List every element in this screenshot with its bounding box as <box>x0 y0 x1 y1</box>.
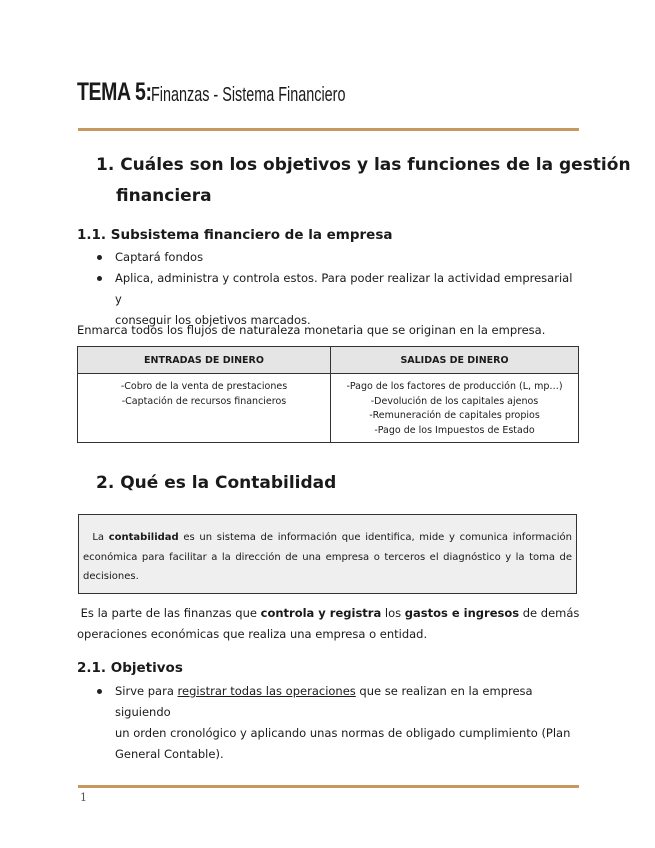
paragraph-bold: controla y registra <box>260 606 382 620</box>
section-1-heading-line2: financiera <box>116 186 212 206</box>
table-cell-line: -Captación de recursos financieros <box>121 395 287 407</box>
table-cell-line: -Pago de los factores de producción (L, mp…) <box>346 381 563 392</box>
money-flows-table <box>77 346 579 443</box>
list-item: Captará fondos <box>77 247 577 268</box>
section-1-heading-line1: 1. Cuáles son los objetivos y las funciones de la gestión <box>96 155 631 175</box>
list-item-line: conseguir los objetivos marcados. <box>115 313 311 327</box>
table-cell-salidas <box>331 374 579 443</box>
table-cell-line: -Devolución de los capitales ajenos <box>370 395 539 407</box>
paragraph-text: los <box>381 606 405 620</box>
table-cell-entradas <box>78 374 331 443</box>
flows-paragraph: Enmarca todos los flujos de naturaleza monetaria que se originan en la empresa. <box>77 323 546 337</box>
section-2-heading: 2. Qué es la Contabilidad <box>96 473 337 493</box>
title-subtitle: Finanzas - Sistema Financiero <box>151 84 346 106</box>
title-rule <box>78 128 579 131</box>
list-item-line: General Contable). <box>115 747 224 761</box>
definition-box <box>78 514 577 594</box>
table-row <box>78 374 579 443</box>
table-cell-line: -Pago de los Impuestos de Estado <box>374 424 535 436</box>
list-item <box>77 681 582 765</box>
table-header: ENTRADAS DE DINERO <box>78 347 331 374</box>
page-number: 1 <box>80 791 87 804</box>
list-item-text: que se realizan en la empresa siguiendo <box>115 684 533 719</box>
section-1-heading <box>96 150 631 212</box>
subsection-1-1-heading: 1.1. Subsistema financiero de la empresa <box>77 227 393 243</box>
list-item-text: Sirve para <box>115 684 178 698</box>
footer-rule <box>78 785 579 788</box>
paragraph-text: Es la parte de las finanzas que <box>80 606 261 620</box>
paragraph-text: de demás <box>519 606 580 620</box>
definition-pre: La <box>92 532 109 543</box>
table-header: SALIDAS DE DINERO <box>331 347 579 374</box>
paragraph-bold: gastos e ingresos <box>404 606 520 620</box>
definition-term: contabilidad <box>108 532 179 543</box>
table-cell-line: -Cobro de la venta de prestaciones <box>120 381 288 392</box>
paragraph-line: operaciones económicas que realiza una empresa o entidad. <box>77 627 428 641</box>
subsection-2-1-bullets <box>77 681 582 765</box>
subsection-2-1-heading: 2.1. Objetivos <box>77 660 183 676</box>
definition-text: es un sistema de información que identifica, mide y comunica información económica para facilitar a la dirección de una empresa o terceros el diagnóstico y la toma de decisiones. <box>83 532 572 582</box>
list-item-line: un orden cronológico y aplicando unas normas de obligado cumplimiento (Plan <box>115 726 571 740</box>
list-item-line: Aplica, administra y controla estos. Para poder realizar la actividad empresarial y <box>115 271 573 306</box>
document-title <box>77 78 346 107</box>
table-header-row <box>78 347 579 374</box>
subsection-1-1-bullets <box>77 247 577 331</box>
list-item-underlined: registrar todas las operaciones <box>177 684 356 698</box>
accounting-paragraph <box>77 603 582 645</box>
table-cell-line: -Remuneración de capitales propios <box>369 410 540 421</box>
title-main: TEMA 5: <box>77 78 152 106</box>
